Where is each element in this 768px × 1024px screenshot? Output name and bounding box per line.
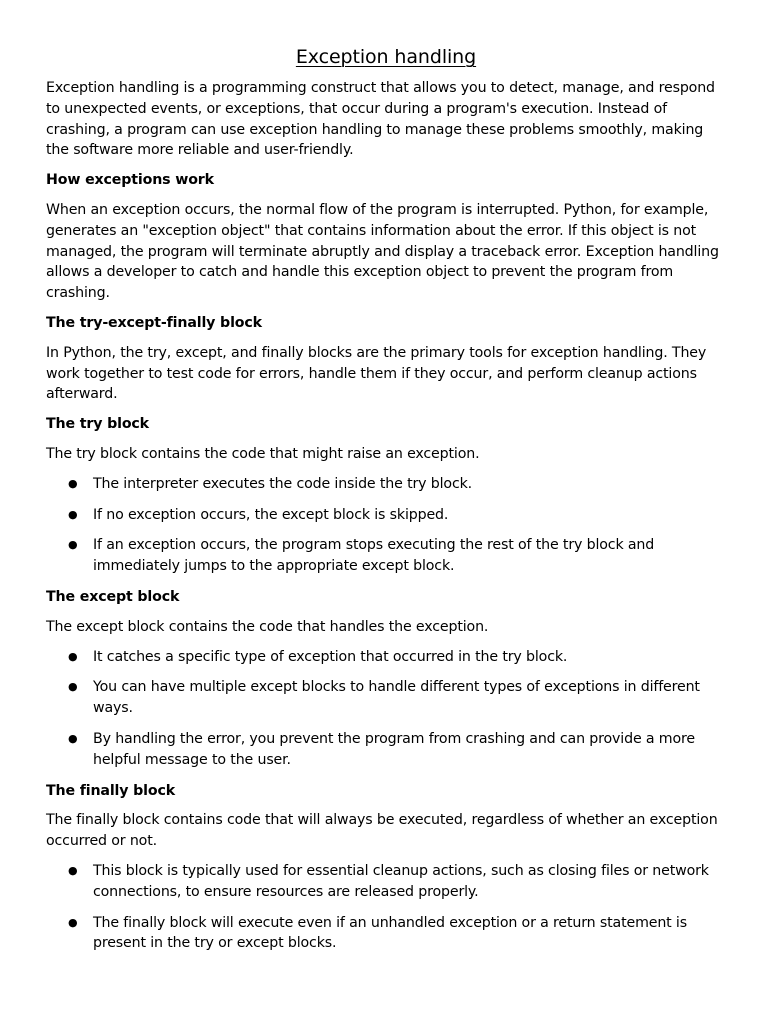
bullet-icon: ● xyxy=(68,538,78,552)
document-page xyxy=(46,44,726,964)
document-title: Exception handling xyxy=(295,46,477,68)
section-heading-finally-block: The finally block xyxy=(46,782,176,799)
section-heading-try-block: The try block xyxy=(46,416,149,433)
bullet-list-try-block xyxy=(46,474,726,577)
list-item xyxy=(46,647,726,668)
list-item-text: You can have multiple except blocks to handle different types of exceptions in different ways. xyxy=(93,679,700,717)
list-item-text: If no exception occurs, the except block is skipped. xyxy=(93,506,449,523)
bullet-icon: ● xyxy=(68,649,78,663)
bullet-icon: ● xyxy=(68,507,78,521)
bullet-icon: ● xyxy=(68,915,78,929)
list-item-text: The finally block will execute even if an unhandled exception or a return statement is present in the try or except blocks. xyxy=(93,914,687,952)
section-heading-how-exceptions-work: How exceptions work xyxy=(46,172,214,189)
list-item-text: By handling the error, you prevent the program from crashing and can provide a more helpful message to the user. xyxy=(93,730,695,768)
list-item-text: The interpreter executes the code inside the try block. xyxy=(93,475,473,492)
section-paragraph-finally-block: The finally block contains code that will always be executed, regardless of whether an exception occurred or not. xyxy=(46,812,718,850)
list-item xyxy=(46,913,726,955)
bullet-icon: ● xyxy=(68,476,78,490)
section-heading-except-block: The except block xyxy=(46,588,180,605)
list-item-text: This block is typically used for essential cleanup actions, such as closing files or network connections, to ensure resources are released properly. xyxy=(93,862,709,900)
bullet-list-finally-block xyxy=(46,861,726,954)
list-item xyxy=(46,505,726,526)
section-paragraph-except-block: The except block contains the code that handles the exception. xyxy=(46,618,489,635)
bullet-icon: ● xyxy=(68,680,78,694)
list-item xyxy=(46,729,726,771)
list-item-text: It catches a specific type of exception that occurred in the try block. xyxy=(93,648,568,665)
bullet-list-except-block xyxy=(46,647,726,771)
bullet-icon: ● xyxy=(68,731,78,745)
list-item xyxy=(46,474,726,495)
list-item-text: If an exception occurs, the program stops executing the rest of the try block and immediately jumps to the appropriate except block. xyxy=(93,537,655,575)
bullet-icon: ● xyxy=(68,863,78,877)
section-paragraph-try-except-finally: In Python, the try, except, and finally blocks are the primary tools for exception handling. They work together to test code for errors, handle them if they occur, and perform cleanup actions afterward. xyxy=(46,344,707,403)
intro-paragraph: Exception handling is a programming construct that allows you to detect, manage, and respond to unexpected events, or exceptions, that occur during a program's execution. Instead of crashing, a program can use exception handling to manage these problems smoothly, making the software more reliable and user-friendly. xyxy=(46,80,715,159)
list-item xyxy=(46,677,726,719)
section-heading-try-except-finally: The try-except-finally block xyxy=(46,314,262,331)
section-paragraph-try-block: The try block contains the code that might raise an exception. xyxy=(46,445,480,462)
list-item xyxy=(46,861,726,903)
list-item xyxy=(46,535,726,577)
section-paragraph-how-exceptions-work: When an exception occurs, the normal flow of the program is interrupted. Python, for example, generates an "exception object" that contains information about the error. If this object is not managed, the program will terminate abruptly and display a traceback error. Exception handling allows a developer to catch and handle this exception object to prevent the program from crashing. xyxy=(46,201,719,302)
